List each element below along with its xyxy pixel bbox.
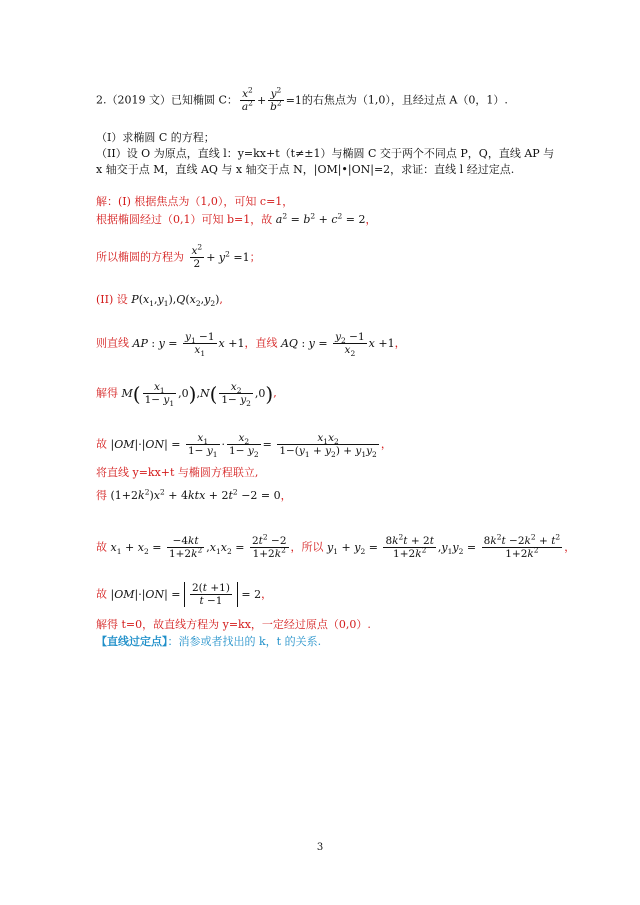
- solution-step-11: 故 |OM|·|ON| = $\frac{2(t +1)}{t -1}$ = 2，: [96, 582, 273, 607]
- solution-step-4: (II) 设 $P(x_1,y_1),Q(x_2,y_2)$,: [96, 293, 223, 309]
- points-pq: $P(x_1,y_1),Q(x_2,y_2)$: [131, 293, 220, 309]
- solution-step-5-text: 则直线: [96, 336, 129, 350]
- points-mn-formula: M( $\frac{x_1}{1- y_1}$ ,0),N( $\frac{x_2}{1- y_2}$ ,0): [121, 381, 274, 409]
- solution-step-6: 解得 M( $\frac{x_1}{1- y_1}$ ,0),N( $\frac{x_2}{1- y_2}$ ,0),: [96, 381, 277, 409]
- solution-step-7: 故 |OM|·|ON| = $\frac{x_1}{1- y_1}$ · $\frac{x_2}{1- y_2}$ = $\frac{x_1x_2}{1-(y_1 + y_2) + y_1y_2}$ ，: [96, 432, 392, 460]
- problem-part2-line1: （II）设 O 为原点，直线 l：y=kx+t（t≠±1）与椭圆 C 交于两个不同点 P，Q，直线 AP 与: [96, 147, 555, 160]
- solution-step-2-formula: $a^2 = b^2 + c^2 = 2$: [275, 211, 366, 226]
- solution-step-4-text: (II) 设: [96, 293, 128, 306]
- solution-step-9: 得 $(1+2k^2)x^2 + 4ktx + 2t^2 -2 = 0$，: [96, 487, 292, 502]
- solution-step-11-text: 故: [96, 587, 107, 601]
- solution-step-10-mid: ，所以: [290, 540, 324, 554]
- solution-step-6-text: 解得: [96, 386, 118, 400]
- solution-step-9-text: 得: [96, 489, 107, 502]
- solution-summary: [96, 635, 321, 649]
- problem-part2-line2: x 轴交于点 M，直线 AQ 与 x 轴交于点 N，|OM|•|ON|=2，求证：直线 l 经过定点.: [96, 163, 515, 176]
- solution-step-12: 解得 t=0，故直线方程为 y=kx，一定经过原点（0,0）.: [96, 618, 371, 631]
- solution-step-10-text: 故: [96, 540, 107, 554]
- page-number: 3: [316, 842, 324, 853]
- problem-part1: （I）求椭圆 C 的方程；: [96, 131, 215, 144]
- solution-step-10: 故 $x_1 + x_2$ = $\frac{-4kt}{1+2k^2}$ $,x_1x_2$ = $\frac{2t^2 -2}{1+2k^2}$ ，所以 $y_1 + y_2$ = $\frac{8k^2t + 2t}{1+2k^2}$ $,y_1y_2$ = $\frac{8k^2t -2k^2 + t^2}{1+2k^2}$ ，: [96, 532, 576, 560]
- problem-header-lead: 2.（2019 文）已知椭圆 C：: [96, 93, 238, 107]
- solution-step-1: 解：(I) 根据焦点为（1,0），可知 c=1，: [96, 195, 294, 208]
- line-aq-formula: AQ : y = $\frac{y_2 -1}{x_2}$ x +1: [280, 331, 395, 359]
- om-on-product-formula: |OM|·|ON| = $\frac{x_1}{1- y_1}$ · $\frac{x_2}{1- y_2}$ = $\frac{x_1x_2}{1-(y_1 + y_2) + y_1y_2}$: [110, 432, 377, 460]
- solution-step-3-text: 所以椭圆的方程为: [96, 250, 184, 264]
- summary-text: ：消参或者找出的 k，t 的关系.: [167, 635, 322, 648]
- quadratic-equation: $(1+2k^2)x^2 + 4ktx + 2t^2 -2 = 0$: [110, 487, 281, 502]
- ellipse-formula: $\frac{x^2}{a^2}$ + $\frac{y^2}{b^2}$ =1: [241, 85, 302, 113]
- solution-step-7-text: 故: [96, 437, 107, 451]
- solution-step-2: 根据椭圆经过（0,1）可知 b=1，故 $a^2 = b^2 + c^2 = 2$，: [96, 211, 377, 226]
- summary-tag: 【直线过定点】: [96, 635, 168, 648]
- problem-header-tail: 的右焦点为（1,0），且经过点 A（0，1）.: [301, 93, 508, 107]
- om-on-result-formula: |OM|·|ON| = $\frac{2(t +1)}{t -1}$ = 2: [110, 582, 262, 607]
- solution-step-3: 所以椭圆的方程为 $\frac{x^2}{2}$ + $y^2 =1$；: [96, 242, 261, 270]
- solution-step-2-text: 根据椭圆经过（0,1）可知 b=1，故: [96, 213, 273, 226]
- solution-step-5: 则直线 AP : y = $\frac{y_1 -1}{x_1}$ x +1，直线 AQ : y = $\frac{y_2 -1}{x_2}$ x +1，: [96, 331, 406, 359]
- problem-header: [96, 85, 508, 113]
- line-ap-formula: AP : y = $\frac{y_1 -1}{x_1}$ x +1: [132, 331, 245, 359]
- solution-step-5-mid: ，直线: [244, 336, 278, 350]
- vieta-y-formula: $y_1 + y_2$ = $\frac{8k^2t + 2t}{1+2k^2}$ $,y_1y_2$ = $\frac{8k^2t -2k^2 + t^2}{1+2k^2}$: [327, 532, 561, 560]
- vieta-x-formula: $x_1 + x_2$ = $\frac{-4kt}{1+2k^2}$ $,x_1x_2$ = $\frac{2t^2 -2}{1+2k^2}$: [110, 532, 287, 560]
- ellipse-equation: $\frac{x^2}{2}$ + $y^2 =1$: [191, 242, 250, 270]
- solution-step-8: 将直线 y=kx+t 与椭圆方程联立,: [96, 466, 259, 479]
